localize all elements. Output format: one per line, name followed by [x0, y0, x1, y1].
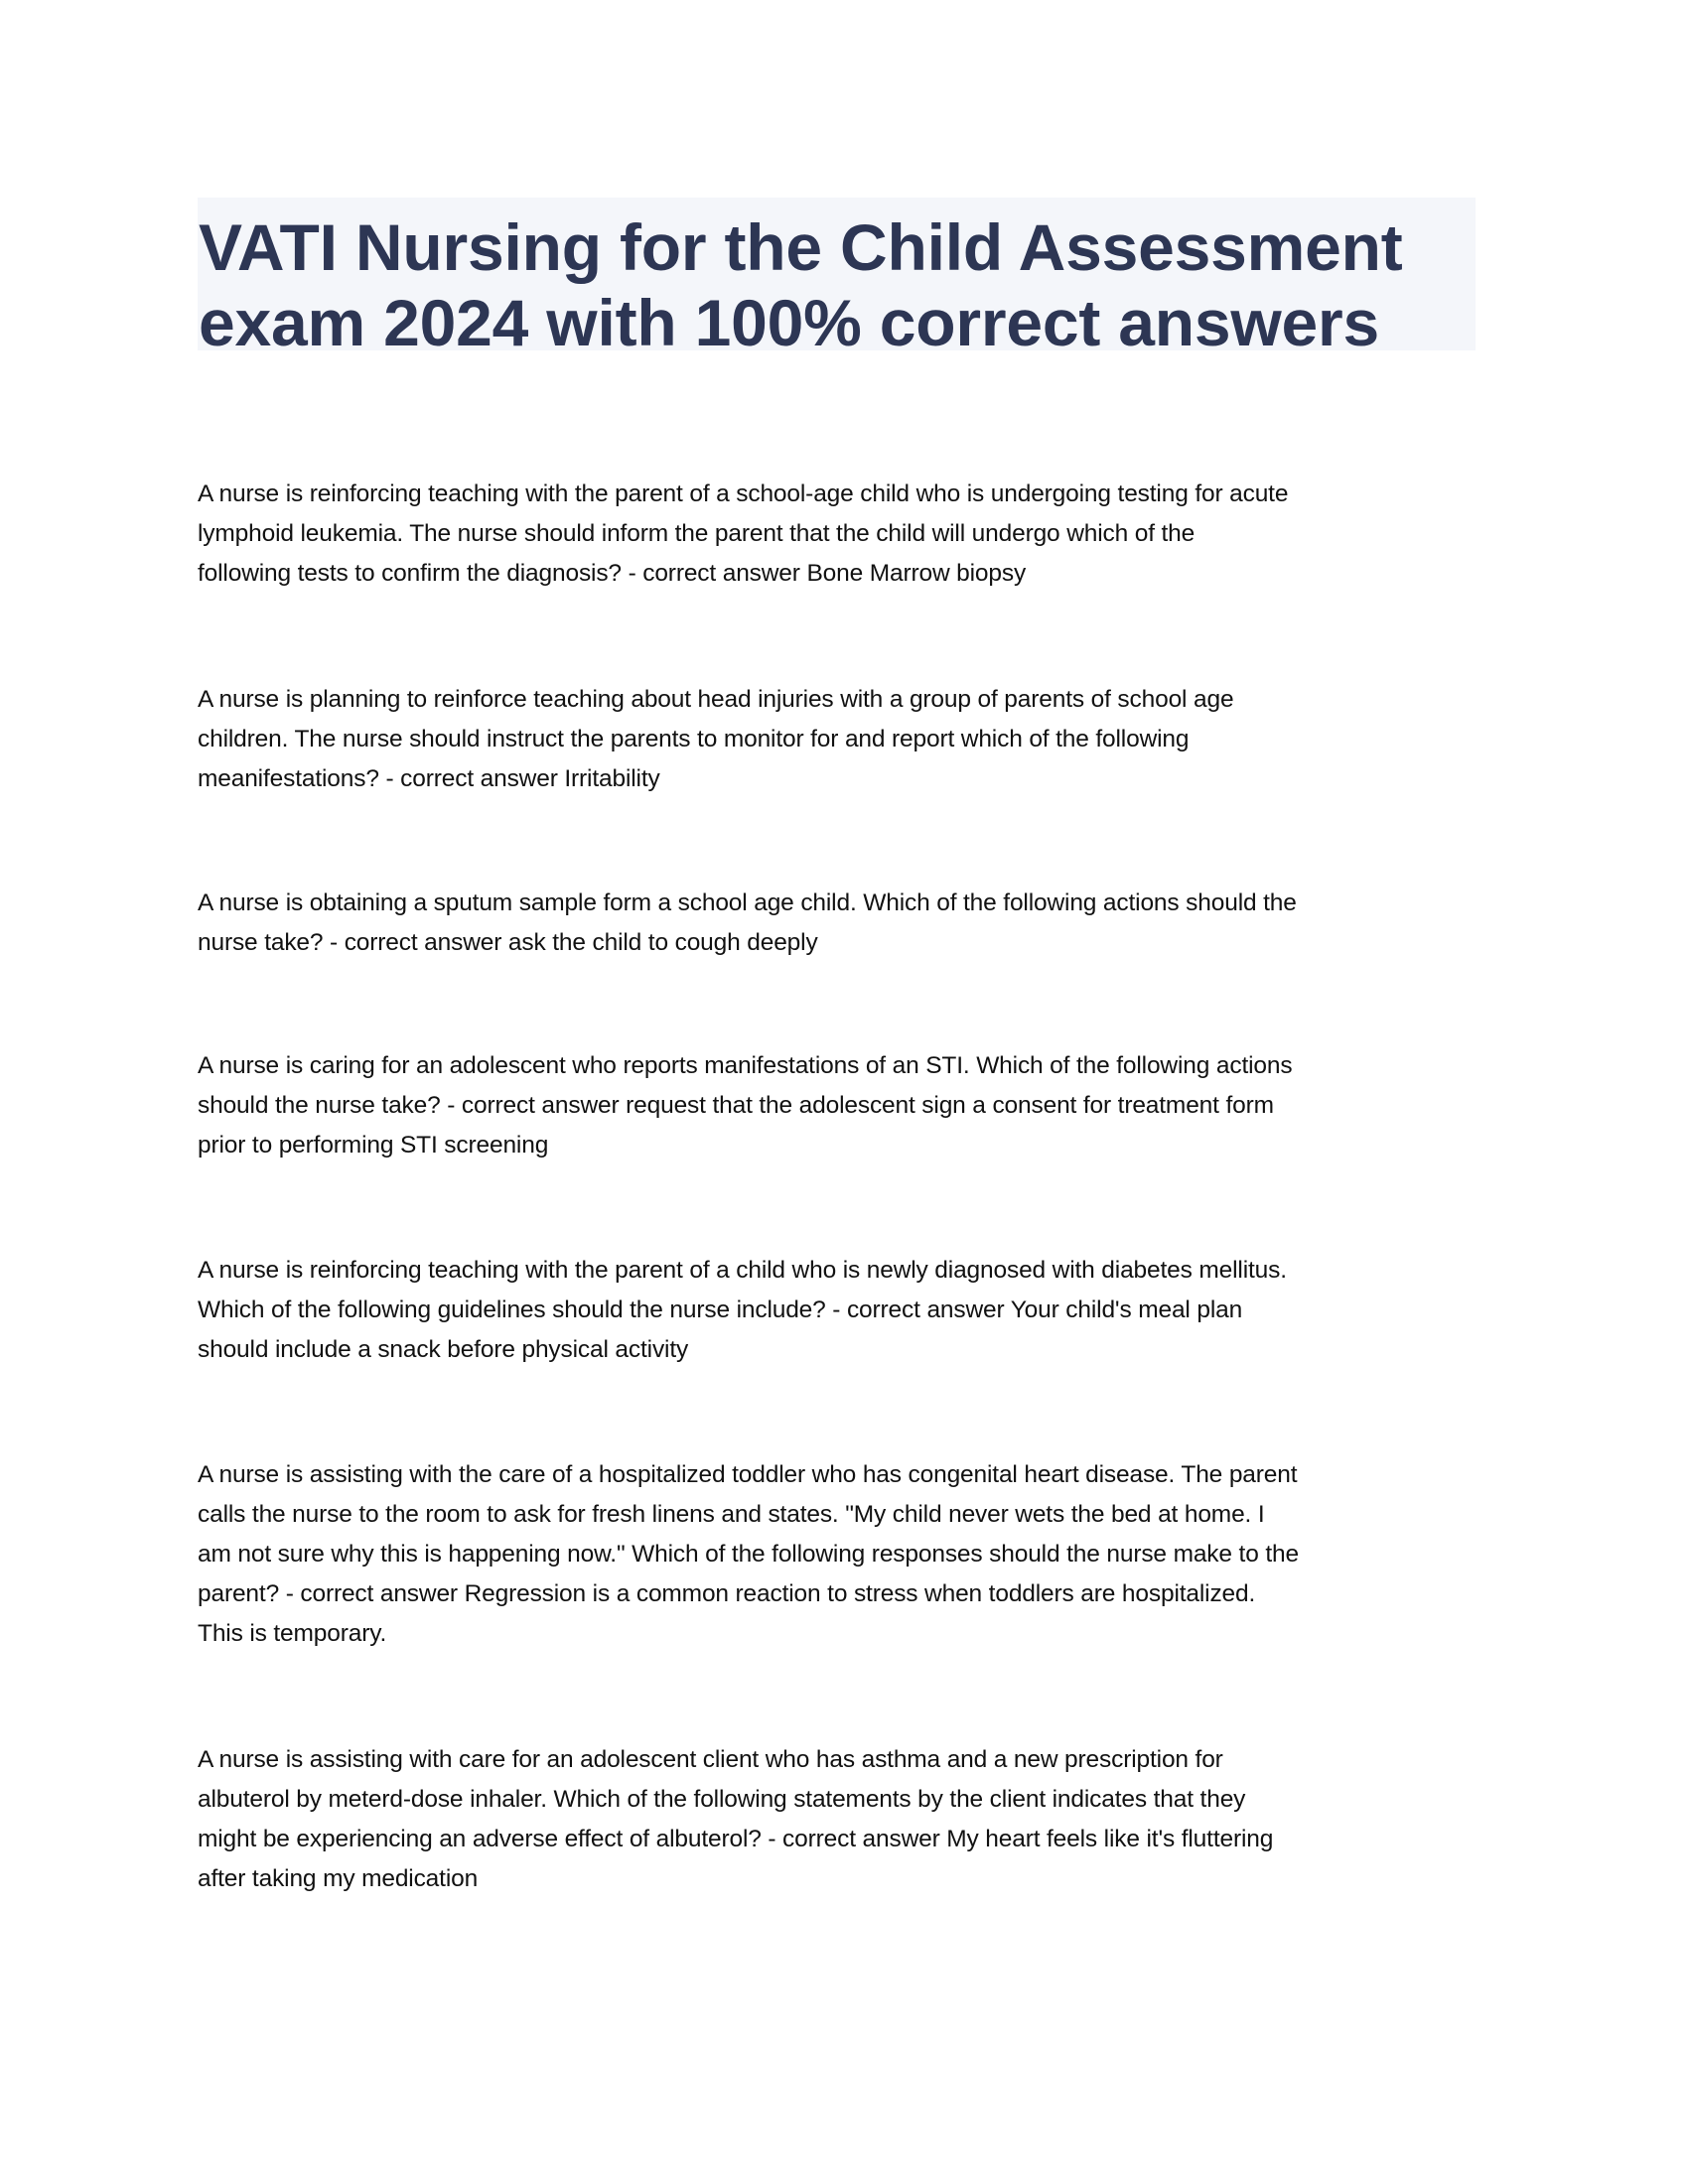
question-6-line-5: This is temporary.	[198, 1620, 387, 1647]
question-6-line-1: A nurse is assisting with the care of a hospitalized toddler who has congenital heart disease. The parent	[198, 1461, 1298, 1488]
question-7-line-3: might be experiencing an adverse effect of albuterol? - correct answer My heart feels like it's fluttering	[198, 1826, 1274, 1852]
question-4-line-2: should the nurse take? - correct answer request that the adolescent sign a consent for treatment form	[198, 1092, 1274, 1119]
document-title-line-2: exam 2024 with 100% correct answers	[199, 286, 1380, 359]
question-answer-1	[198, 475, 1498, 594]
question-answer-5	[198, 1251, 1498, 1370]
question-2-line-1: A nurse is planning to reinforce teaching about head injuries with a group of parents of school age	[198, 686, 1234, 713]
question-4-line-1: A nurse is caring for an adolescent who reports manifestations of an STI. Which of the following actions	[198, 1052, 1293, 1079]
question-answer-7	[198, 1740, 1498, 1899]
question-6-line-3: am not sure why this is happening now." Which of the following responses should the nurse make to the	[198, 1541, 1299, 1568]
question-7-line-2: albuterol by meterd-dose inhaler. Which of the following statements by the client indicates that they	[198, 1786, 1246, 1813]
question-5-line-1: A nurse is reinforcing teaching with the parent of a child who is newly diagnosed with diabetes mellitus.	[198, 1257, 1287, 1284]
question-6-line-2: calls the nurse to the room to ask for fresh linens and states. "My child never wets the bed at home. I	[198, 1501, 1265, 1528]
question-1-line-2: lymphoid leukemia. The nurse should inform the parent that the child will undergo which of the	[198, 520, 1196, 547]
question-answer-3	[198, 884, 1498, 963]
question-2-line-2: children. The nurse should instruct the parents to monitor for and report which of the following	[198, 726, 1190, 752]
question-5-line-2: Which of the following guidelines should the nurse include? - correct answer Your child's meal plan	[198, 1297, 1243, 1323]
question-answer-6	[198, 1455, 1498, 1654]
question-4-line-3: prior to performing STI screening	[198, 1132, 549, 1159]
question-2-line-3: meanifestations? - correct answer Irritability	[198, 765, 660, 792]
document-title-line-1: VATI Nursing for the Child Assessment	[199, 210, 1403, 284]
question-5-line-3: should include a snack before physical activity	[198, 1336, 689, 1363]
document-title-block	[198, 198, 1476, 359]
question-answer-4	[198, 1046, 1498, 1165]
question-7-line-1: A nurse is assisting with care for an adolescent client who has asthma and a new prescription for	[198, 1746, 1223, 1773]
question-3-line-2: nurse take? - correct answer ask the child to cough deeply	[198, 929, 818, 956]
question-1-line-3: following tests to confirm the diagnosis? - correct answer Bone Marrow biopsy	[198, 560, 1027, 587]
question-6-line-4: parent? - correct answer Regression is a common reaction to stress when toddlers are hospitalized.	[198, 1580, 1256, 1607]
question-3-line-1: A nurse is obtaining a sputum sample form a school age child. Which of the following actions should the	[198, 889, 1297, 916]
question-1-line-1: A nurse is reinforcing teaching with the parent of a school-age child who is undergoing testing for acute	[198, 480, 1289, 507]
question-answer-2	[198, 680, 1498, 799]
question-7-line-4: after taking my medication	[198, 1865, 479, 1892]
